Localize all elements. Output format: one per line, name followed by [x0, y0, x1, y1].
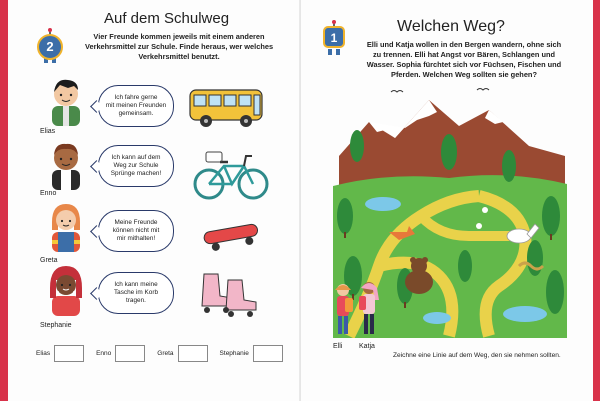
speech-bubble-enno: Ich kann auf dem Weg zur Schule Sprünge machen!	[98, 145, 174, 187]
answer-box-enno[interactable]	[115, 345, 145, 362]
speech-bubble-elias: Ich fahre gerne mit meinen Freunden gemeinsam.	[98, 85, 174, 127]
hiker-elli-illustration	[331, 282, 355, 338]
hiker-name-katja: Katja	[359, 343, 375, 350]
instruction-text: Zeichne eine Linie auf dem Weg, den sie nehmen sollten.	[393, 352, 561, 359]
speech-bubble-greta: Meine Freunde können nicht mit mir mithalten!	[98, 210, 174, 252]
right-page-edge	[593, 0, 600, 401]
answer-row	[36, 345, 295, 361]
kid-name-greta: Greta	[40, 257, 58, 264]
intro-text: Vier Freunde kommen jeweils mit einem anderen Verkehrsmittel zur Schule. Finde heraus, wer welches Verkehrsmittel benutzt.	[84, 32, 274, 61]
bicycle-icon	[192, 148, 270, 202]
left-page-edge	[0, 0, 8, 401]
activity-number-badge: 2	[37, 34, 63, 60]
kid-name-enno: Enno	[40, 190, 57, 197]
answer-box-elias[interactable]	[54, 345, 84, 362]
kid-stephanie-illustration	[46, 264, 86, 316]
answer-label-stephanie: Stephanie	[219, 349, 249, 357]
hiker-katja-illustration	[357, 280, 381, 338]
kid-name-stephanie: Stephanie	[40, 322, 72, 329]
svg-text:1: 1	[330, 31, 338, 45]
rollerskates-icon	[198, 268, 264, 320]
page-title: Welchen Weg?	[397, 18, 505, 35]
answer-box-greta[interactable]	[178, 345, 208, 362]
kid-name-elias: Elias	[40, 128, 56, 135]
answer-label-elias: Elias	[36, 349, 51, 357]
bus-icon	[188, 86, 266, 128]
robot-icon	[321, 20, 347, 56]
answer-label-greta: Greta	[157, 349, 174, 357]
page-title: Auf dem Schulweg	[104, 10, 230, 27]
speech-bubble-stephanie: Ich kann meine Tasche im Korb tragen.	[98, 272, 174, 314]
kid-enno-illustration	[46, 138, 86, 190]
hiker-name-elli: Elli	[333, 343, 343, 350]
skateboard-icon	[200, 218, 262, 252]
kid-elias-illustration	[46, 74, 86, 126]
answer-box-stephanie[interactable]	[253, 345, 283, 362]
intro-text: Elli und Katja wollen in den Bergen wandern, ohne sich zu trennen. Elli hat Angst vor Bären, Schlangen und Wasser. Sophia fürchtet sich vor Füchsen, Fischen und Pferden. Welchen Weg sollten sie gehen?	[366, 40, 562, 79]
answer-label-enno: Enno	[96, 349, 112, 357]
kid-greta-illustration	[46, 200, 86, 252]
right-page	[300, 0, 600, 401]
